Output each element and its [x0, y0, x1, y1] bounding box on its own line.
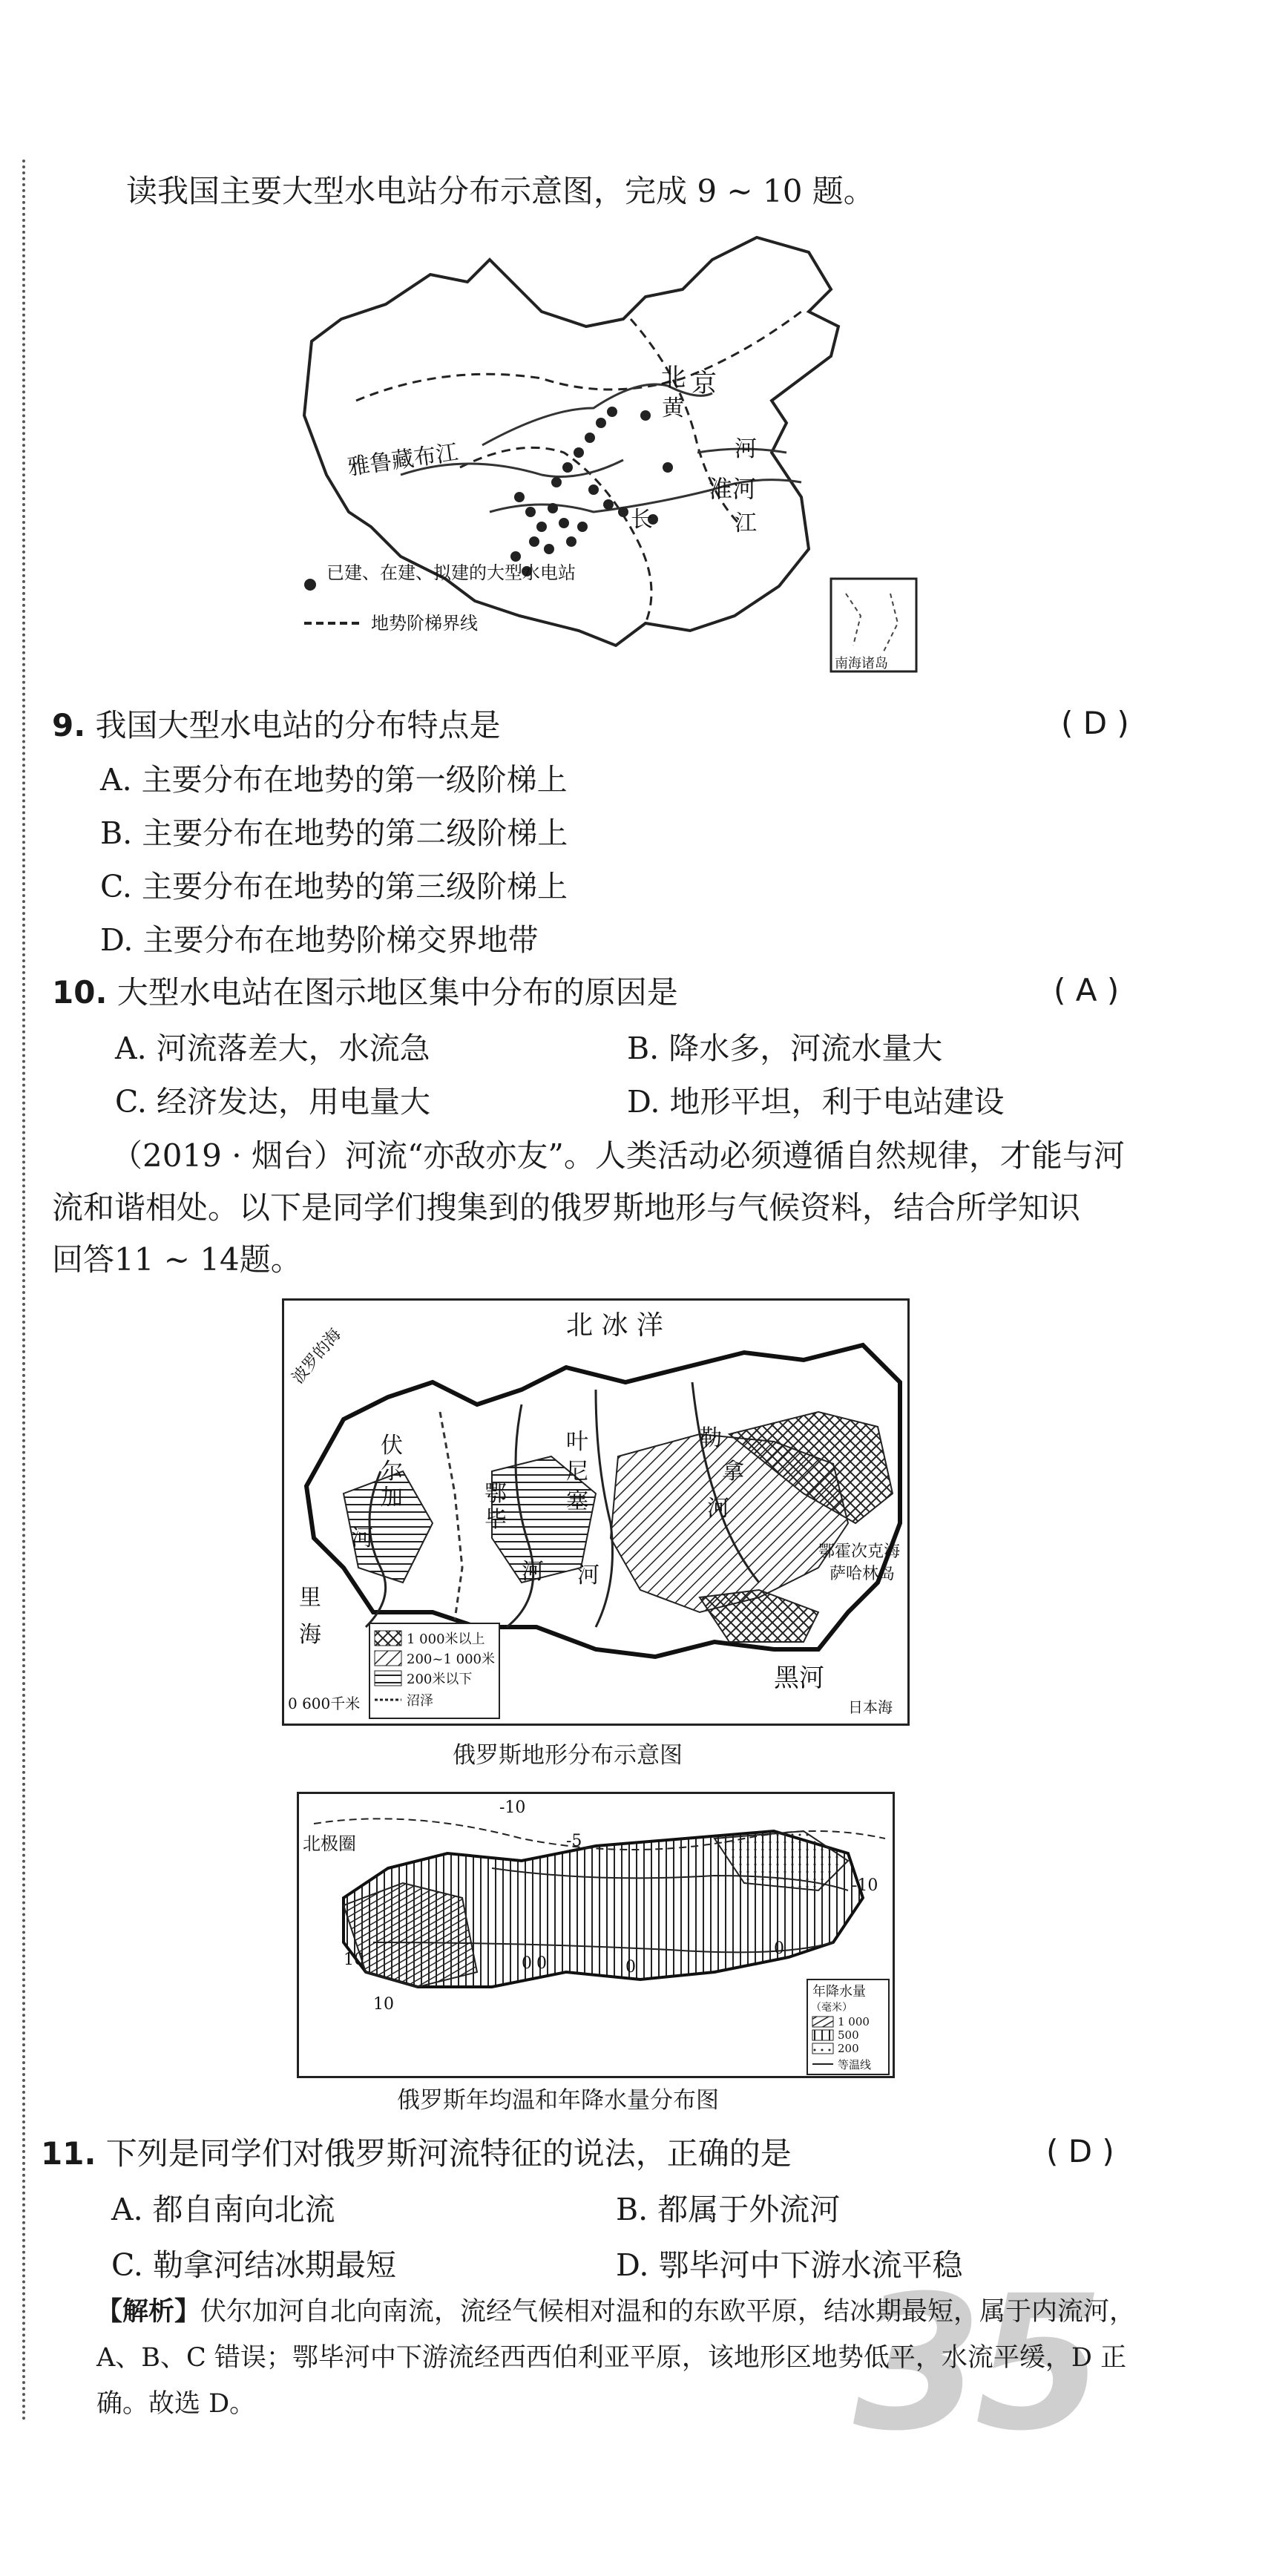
legend-precip-1000: 1 000 [838, 2015, 870, 2028]
q11-option-d: D. 鄂毕河中下游水流平稳 [616, 2247, 963, 2283]
hydropower-stations [510, 407, 673, 576]
label-huang: 黄 [662, 395, 684, 421]
q10-answer: ( A ) [1054, 972, 1120, 1008]
legend-200-1000-label: 200~1 000米 [407, 1652, 495, 1667]
label-arctic-ocean: 北 冰 洋 [566, 1310, 663, 1341]
legend-precip-unit: （毫米） [811, 2002, 853, 2014]
label-iso-0-a: 0 [522, 1954, 532, 1973]
q11-number: 11. [41, 2135, 96, 2172]
label-japan-sea: 日本海 [848, 1698, 893, 1716]
terrain-step-line-2 [460, 447, 651, 623]
q9-number: 9. [52, 707, 86, 743]
label-huaihe: 淮河 [709, 475, 757, 503]
q9-answer: ( D ) [1061, 705, 1129, 741]
label-caspian-2: 海 [299, 1622, 321, 1648]
label-caspian-1: 里 [299, 1585, 321, 1611]
label-heilong: 黑河 [774, 1663, 824, 1693]
q11-option-c: C. 勒拿河结冰期最短 [111, 2247, 396, 2283]
legend-station-text-1: 已建、在建、拟建的大型水电站 [326, 562, 576, 583]
label-yenisei-4: 河 [577, 1563, 599, 1588]
legend-200-swatch-climate [812, 2043, 833, 2054]
legend-line-text: 地势阶梯界线 [371, 613, 478, 634]
q9-option-b: B. 主要分布在地势的第二级阶梯上 [100, 815, 568, 851]
legend-500-swatch [812, 2030, 833, 2040]
label-lena-3: 河 [707, 1496, 729, 1522]
intro-11-14-line3: 回答11 ~ 14题。 [52, 1241, 302, 1278]
q11-option-b: B. 都属于外流河 [616, 2192, 841, 2227]
label-chang: 长 [631, 507, 653, 533]
intro-11-14-line1: （2019 · 烟台）河流“亦敌亦友”。人类活动必须遵循自然规律，才能与河 [111, 1137, 1125, 1174]
page-number: 35 [853, 2255, 1097, 2471]
analysis-text: 伏尔加河自北向南流，流经气候相对温和的东欧平原，结冰期最短，属于内流河，A、B、C 错误；鄂毕河中下游流经西西伯利亚平原，该地形区地势低平，水流平缓，D 正确。故选 D。 [96, 2297, 1136, 2419]
q10-option-c: C. 经济发达，用电量大 [115, 1084, 430, 1120]
label-iso-neg10-right: -10 [852, 1876, 878, 1895]
russia-climate-figure [299, 1794, 893, 2076]
label-bei: 北 [660, 363, 686, 392]
russia-climate-caption: 俄罗斯年均温和年降水量分布图 [397, 2087, 719, 2114]
legend-200-label: 200米以下 [407, 1672, 473, 1687]
label-volga-3: 加 [381, 1485, 403, 1511]
legend-1000-swatch-climate [812, 2017, 833, 2027]
russia-terrain-map [282, 1298, 910, 1726]
q11-stem-text: 下列是同学们对俄罗斯河流特征的说法，正确的是 [105, 2135, 792, 2172]
label-iso-10-b: 10 [373, 1995, 394, 2014]
label-yenisei-2: 尼 [566, 1459, 588, 1485]
legend-swamp-label: 沼泽 [407, 1693, 433, 1709]
q10-option-d: D. 地形平坦，利于电站建设 [627, 1084, 1005, 1120]
legend-200-1000-swatch [375, 1651, 401, 1666]
q11-stem [41, 2129, 792, 2174]
legend-200-swatch [375, 1671, 401, 1686]
q10-stem [52, 968, 678, 1013]
q10-option-b: B. 降水多，河流水量大 [627, 1031, 943, 1066]
legend-1000-swatch [375, 1631, 401, 1646]
q10-option-a: A. 河流落差大，水流急 [115, 1031, 430, 1066]
intro-9-10: 读我国主要大型水电站分布示意图，完成 9 ~ 10 题。 [126, 173, 875, 209]
label-yenisei-1: 叶 [566, 1429, 588, 1455]
label-jing: 京 [692, 369, 717, 398]
china-outline [304, 237, 838, 645]
label-volga-1: 伏 [381, 1433, 403, 1459]
legend-precip-200: 200 [838, 2042, 859, 2055]
label-iso-0-c: 0 [625, 1958, 636, 1977]
binding-dotted-line [22, 160, 25, 2422]
label-iso-10: 10 [344, 1951, 364, 1969]
legend-isotherm-label: 等温线 [838, 2058, 872, 2071]
china-hydropower-map [297, 230, 924, 675]
label-iso-0-b: 0 [536, 1954, 547, 1973]
label-baltic: 波罗的海 [289, 1325, 345, 1387]
label-he: 河 [735, 436, 757, 462]
label-okhotsk: 鄂霍次克海 [818, 1542, 901, 1561]
label-ob-2: 毕 [484, 1507, 507, 1533]
q9-stem [52, 701, 501, 746]
label-arctic-circle: 北极圈 [303, 1833, 356, 1854]
q11-answer: ( D ) [1046, 2133, 1114, 2169]
russia-terrain-figure [284, 1301, 907, 1724]
label-volga-2: 尔 [381, 1459, 403, 1485]
label-volga-4: 河 [351, 1525, 373, 1551]
q11-analysis [96, 2289, 1165, 2427]
legend-1000-label: 1 000米以上 [407, 1632, 485, 1647]
analysis-tag: 【解析】 [96, 2297, 201, 2327]
q10-number: 10. [52, 974, 108, 1011]
label-yarlung: 雅鲁藏布江 [346, 439, 460, 481]
label-scale: 0 600千米 [288, 1695, 361, 1712]
q9-option-a: A. 主要分布在地势的第一级阶梯上 [100, 762, 568, 798]
q9-option-c: C. 主要分布在地势的第三级阶梯上 [100, 869, 568, 904]
label-lena-1: 勒 [700, 1425, 722, 1451]
intro-11-14-line2: 流和谐相处。以下是同学们搜集到的俄罗斯地形与气候资料，结合所学知识 [52, 1189, 1081, 1226]
label-iso-0-d: 0 [774, 1939, 784, 1958]
china-map-figure [297, 230, 924, 675]
legend-precip-title: 年降水量 [812, 1984, 866, 2000]
q10-stem-text: 大型水电站在图示地区集中分布的原因是 [116, 974, 678, 1011]
q11-option-a: A. 都自南向北流 [111, 2192, 335, 2227]
russia-terrain-caption: 俄罗斯地形分布示意图 [453, 1742, 683, 1769]
label-ob-1: 鄂 [484, 1481, 507, 1507]
label-iso-neg10-top: -10 [499, 1798, 526, 1817]
label-jiang: 江 [735, 510, 757, 536]
label-lena-2: 拿 [722, 1459, 744, 1485]
legend-station-symbol [304, 579, 316, 591]
label-ob-3: 河 [522, 1559, 544, 1585]
label-yenisei-3: 塞 [566, 1488, 588, 1514]
q9-option-d: D. 主要分布在地势阶梯交界地带 [100, 922, 539, 958]
legend-precip-500: 500 [838, 2028, 859, 2042]
russia-climate-map [297, 1792, 895, 2078]
label-sakhalin: 萨哈林岛 [830, 1565, 896, 1583]
label-iso-neg5-top: -5 [566, 1832, 582, 1850]
q9-stem-text: 我国大型水电站的分布特点是 [95, 707, 501, 743]
inset-label: 南海诸岛 [835, 656, 888, 671]
